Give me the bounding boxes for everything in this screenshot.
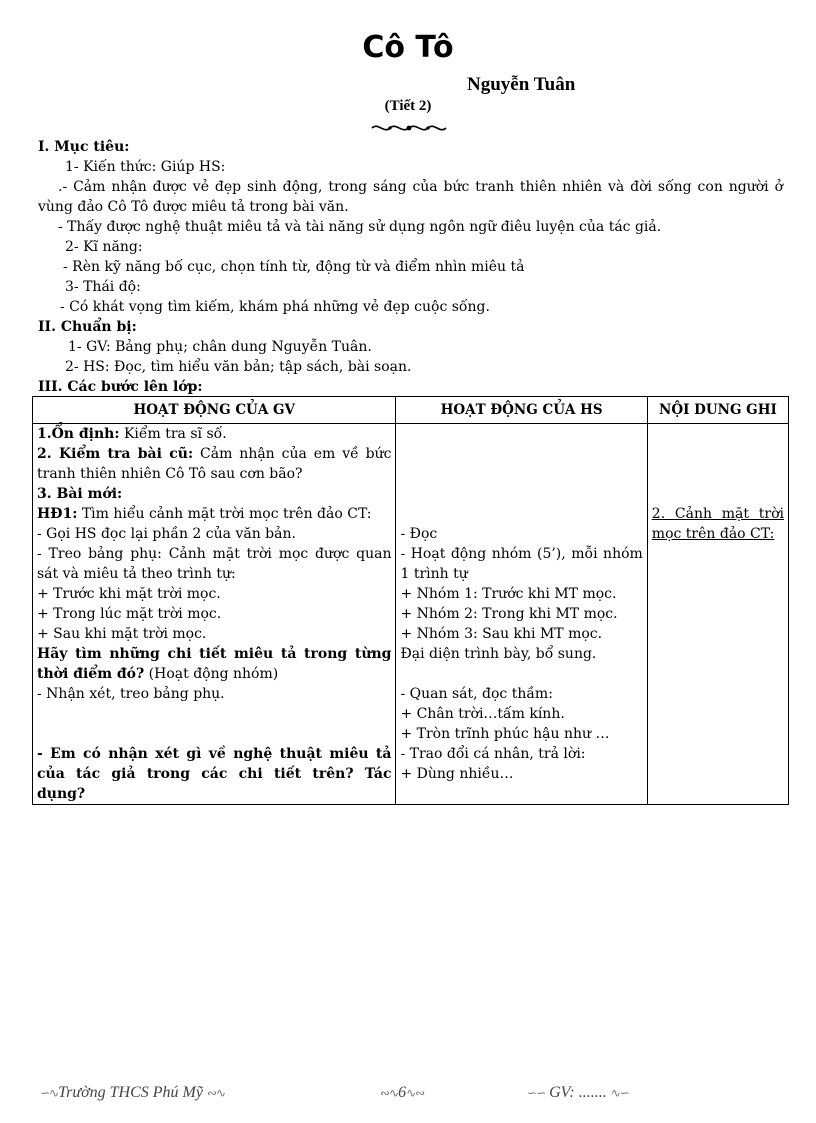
document-title: Cô Tô — [362, 30, 454, 65]
hs-line: + Dùng nhiều… — [400, 766, 514, 782]
ornament-divider-icon — [370, 122, 448, 134]
footer-ornament-icon: ∽∽ — [527, 1086, 546, 1100]
hs-activities-cell — [396, 424, 647, 805]
school-name: Trường THCS Phú Mỹ — [58, 1084, 203, 1101]
hs-line: - Quan sát, đọc thầm: — [400, 686, 553, 702]
hs-line: + Nhóm 3: Sau khi MT mọc. — [400, 626, 603, 642]
hs-line: + Nhóm 2: Trong khi MT mọc. — [400, 606, 618, 622]
attitude-item: - Có khát vọng tìm kiếm, khám phá những vẻ đẹp cuộc sống. — [60, 299, 490, 315]
teacher-name: GV: ....... — [549, 1084, 607, 1101]
footer-page — [380, 1084, 424, 1102]
footer-ornament-icon: ∿∾ — [406, 1086, 425, 1100]
skill-label: 2- Kĩ năng: — [65, 239, 143, 255]
preparation-hs: 2- HS: Đọc, tìm hiểu văn bản; tập sách, bài soạn. — [65, 359, 412, 375]
hs-line: + Tròn trĩnh phúc hậu như … — [400, 726, 610, 742]
header-gv: HOẠT ĐỘNG CỦA GV — [33, 397, 396, 424]
knowledge-item-1: .- Cảm nhận được vẻ đẹp sinh động, trong sáng của bức tranh thiên nhiên và đời sống con người ở vùng đảo Cô Tô được miêu tả trong bài văn. — [38, 179, 783, 215]
stab-label: 1.Ổn định: — [37, 426, 120, 442]
gv-line: - Nhận xét, treo bảng phụ. — [37, 686, 225, 702]
footer-school — [40, 1084, 225, 1102]
footer-ornament-icon: ∾∿ — [206, 1086, 226, 1100]
knowledge-item-2: - Thấy được nghệ thuật miêu tả và tài năng sử dụng ngôn ngữ điêu luyện của tác giả. — [58, 219, 662, 235]
stab-text: Kiểm tra sĩ số. — [119, 426, 227, 442]
header-notes: NỘI DUNG GHI — [647, 397, 788, 424]
gv-line: + Sau khi mặt trời mọc. — [37, 626, 207, 642]
hd1-label: HĐ1: — [37, 506, 78, 522]
preparation-heading: II. Chuẩn bị: — [38, 319, 137, 335]
page-number: 6 — [398, 1084, 407, 1101]
skill-item: - Rèn kỹ năng bố cục, chọn tính từ, động từ và điểm nhìn miêu tả — [63, 259, 525, 275]
hs-line: Đại diện trình bày, bổ sung. — [400, 646, 597, 662]
gv-line: + Trước khi mặt trời mọc. — [37, 586, 221, 602]
footer-ornament-icon: ∿∽ — [610, 1086, 629, 1100]
question-2: - Em có nhận xét gì về nghệ thuật miêu tả của tác giả trong các chi tiết trên? Tác dụng? — [37, 746, 392, 802]
hs-line: - Trao đổi cá nhân, trả lời: — [400, 746, 586, 762]
objectives-heading: I. Mục tiêu: — [38, 139, 130, 155]
note-sunrise: 2. Cảnh mặt trời mọc trên đảo CT: — [651, 506, 784, 542]
check-text: Cảm nhận của em về bức tranh thiên nhiên Cô Tô sau cơn bão? — [37, 446, 392, 482]
gv-activities-cell — [33, 424, 396, 805]
hs-line: - Hoạt động nhóm (5’), mỗi nhóm 1 trình tự — [400, 546, 643, 582]
attitude-label: 3- Thái độ: — [65, 279, 141, 295]
lesson-number: (Tiết 2) — [384, 98, 432, 114]
knowledge-label: 1- Kiến thức: Giúp HS: — [65, 159, 226, 175]
footer-ornament-icon: ∾∿ — [380, 1086, 399, 1100]
hd1-text: Tìm hiểu cảnh mặt trời mọc trên đảo CT: — [77, 506, 372, 522]
notes-cell — [647, 424, 788, 805]
author-name: Nguyễn Tuân — [467, 74, 576, 95]
hs-line: + Nhóm 1: Trước khi MT mọc. — [400, 586, 617, 602]
check-label: 2. Kiểm tra bài cũ: — [37, 446, 194, 462]
lesson-body — [38, 137, 783, 397]
footer-ornament-icon: ∽∿ — [40, 1086, 59, 1100]
lesson-plan-table — [32, 396, 789, 805]
gv-line: - Gọi HS đọc lại phần 2 của văn bản. — [37, 526, 296, 542]
gv-line: - Treo bảng phụ: Cảnh mặt trời mọc được quan sát và miêu tả theo trình tự: — [37, 546, 392, 582]
hs-line: + Chân trời…tấm kính. — [400, 706, 565, 722]
steps-heading: III. Các bước lên lớp: — [38, 379, 203, 395]
header-hs: HOẠT ĐỘNG CỦA HS — [396, 397, 647, 424]
table-row — [33, 424, 789, 805]
footer-teacher — [527, 1084, 629, 1102]
new-lesson-label: 3. Bài mới: — [37, 486, 123, 502]
table-header-row — [33, 397, 789, 424]
hs-line: - Đọc — [400, 526, 438, 542]
gv-line: + Trong lúc mặt trời mọc. — [37, 606, 222, 622]
question-1: Hãy tìm những chi tiết miêu tả trong từng thời điểm đó? — [37, 646, 392, 682]
preparation-gv: 1- GV: Bảng phụ; chân dung Nguyễn Tuân. — [68, 339, 372, 355]
question-1-note: (Hoạt động nhóm) — [144, 666, 279, 682]
